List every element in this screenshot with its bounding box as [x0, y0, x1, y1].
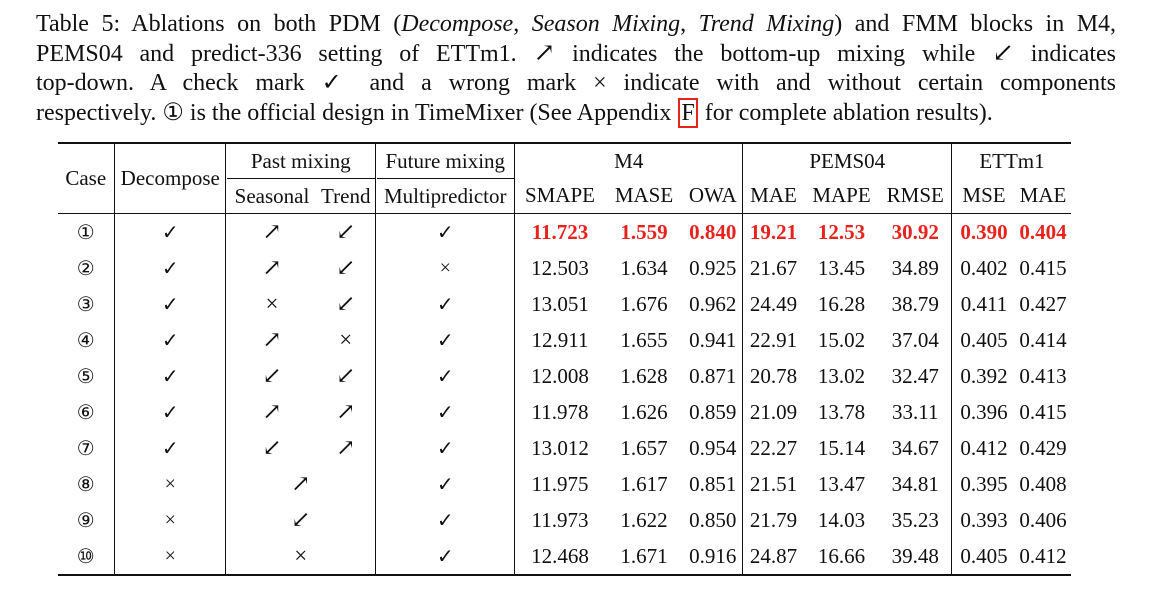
mae2-cell: 0.412	[1019, 543, 1067, 568]
decompose-cell: ✓	[161, 401, 179, 424]
mse-cell: 0.402	[960, 255, 1008, 280]
case-cell: ⑨	[76, 509, 95, 532]
multipredictor-cell: ✓	[436, 545, 454, 568]
mse-cell: 0.405	[960, 327, 1008, 352]
decompose-cell: ×	[164, 508, 176, 531]
case-cell: ①	[76, 221, 95, 244]
decompose-cell: ×	[164, 544, 176, 567]
mase-cell: 1.657	[620, 435, 668, 460]
mse-cell: 0.392	[960, 363, 1008, 388]
mae2-cell: 0.406	[1019, 507, 1067, 532]
trend-cell: ↙	[336, 255, 356, 280]
smape-cell: 12.911	[531, 327, 589, 352]
smape-cell: 11.973	[531, 507, 589, 532]
mape-cell: 16.28	[817, 291, 866, 316]
case-cell: ⑦	[76, 437, 95, 460]
mae-cell: 22.27	[749, 435, 798, 460]
rmse-header: RMSE	[886, 183, 944, 208]
mase-cell: 1.655	[620, 327, 668, 352]
case-header: Case	[65, 166, 107, 190]
top-down-arrow-icon: ↙	[992, 37, 1014, 67]
mse-cell: 0.396	[960, 399, 1008, 424]
mape-cell: 13.78	[817, 399, 866, 424]
table-row	[58, 250, 1071, 286]
mae-cell: 24.49	[749, 291, 798, 316]
owa-cell: 0.851	[689, 471, 737, 496]
multipredictor-cell: ✓	[436, 365, 454, 388]
caption-season-mixing: Season Mixing	[531, 11, 681, 37]
decompose-cell: ✓	[161, 329, 179, 352]
multipredictor-cell: ×	[439, 256, 451, 279]
mae2-cell: 0.404	[1019, 219, 1067, 244]
mse-cell: 0.393	[960, 507, 1008, 532]
pems04-header: PEMS04	[809, 148, 886, 173]
caption-decompose: Decompose	[401, 11, 514, 37]
rmse-cell: 30.92	[891, 219, 939, 244]
case-cell: ④	[76, 329, 95, 352]
mae-cell: 21.79	[749, 507, 798, 532]
caption-text: ) and FMM blocks in M4,	[834, 11, 1117, 37]
owa-cell: 0.941	[689, 327, 737, 352]
mae-cell: 21.09	[749, 399, 798, 424]
table-row	[58, 286, 1071, 322]
decompose-cell: ✓	[161, 257, 179, 280]
rmse-cell: 34.89	[891, 255, 939, 280]
mae2-cell: 0.408	[1019, 471, 1067, 496]
caption-line-1	[36, 10, 1116, 40]
table-caption	[36, 10, 1116, 128]
mape-cell: 15.02	[817, 327, 866, 352]
mse-cell: 0.395	[960, 471, 1008, 496]
rmse-cell: 32.47	[891, 363, 939, 388]
multipredictor-cell: ✓	[436, 401, 454, 424]
caption-line-3: top-down. A check mark ✓ and a wrong mark × indicate with and without certain components	[36, 70, 1116, 96]
mape-cell: 13.02	[817, 363, 866, 388]
mape-cell: 13.45	[817, 255, 866, 280]
table-row	[58, 430, 1071, 466]
mae2-header: MAE	[1019, 183, 1067, 208]
caption-text: PEMS04 and predict-336 setting of ETTm1.	[36, 40, 517, 67]
mape-cell: 13.47	[817, 471, 866, 496]
past-mixing-cell: ↙	[291, 507, 311, 532]
owa-cell: 0.871	[689, 363, 737, 388]
case-cell: ②	[76, 257, 95, 280]
table-row	[58, 394, 1071, 430]
case-cell: ⑤	[76, 365, 95, 388]
mase-cell: 1.617	[620, 471, 668, 496]
seasonal-cell: ↗	[262, 327, 282, 352]
caption-text: indicates the bottom-up mixing while	[572, 40, 976, 67]
smape-cell: 11.975	[531, 471, 589, 496]
mape-cell: 15.14	[817, 435, 866, 460]
mse-cell: 0.412	[960, 435, 1008, 460]
seasonal-cell: ×	[265, 291, 279, 316]
seasonal-cell: ↙	[262, 363, 282, 388]
table-row	[58, 538, 1071, 575]
owa-cell: 0.859	[689, 399, 737, 424]
mase-cell: 1.676	[620, 291, 668, 316]
mse-cell: 0.390	[960, 219, 1008, 244]
caption-text: ,	[680, 11, 699, 37]
caption-line-2	[36, 37, 1117, 70]
trend-cell: ↗	[336, 435, 356, 460]
rmse-cell: 34.67	[891, 435, 939, 460]
trend-cell: ↙	[336, 363, 356, 388]
seasonal-cell: ↗	[262, 219, 282, 244]
mase-cell: 1.671	[620, 543, 668, 568]
seasonal-cell: ↙	[262, 435, 282, 460]
multipredictor-cell: ✓	[436, 329, 454, 352]
owa-cell: 0.925	[689, 255, 737, 280]
mae-cell: 19.21	[749, 219, 798, 244]
mae2-cell: 0.414	[1019, 327, 1067, 352]
header-row-1	[58, 143, 1071, 179]
ablation-table	[58, 142, 1071, 576]
rmse-cell: 35.23	[891, 507, 939, 532]
past-mixing-header: Past mixing	[227, 143, 375, 179]
mae2-cell: 0.429	[1019, 435, 1067, 460]
smape-cell: 12.008	[531, 363, 589, 388]
smape-header: SMAPE	[524, 183, 596, 208]
ettm1-header: ETTm1	[979, 148, 1045, 173]
owa-header: OWA	[688, 183, 737, 208]
mse-header: MSE	[962, 183, 1006, 208]
multipredictor-cell: ✓	[436, 293, 454, 316]
trend-cell: ↙	[336, 291, 356, 316]
case-cell: ③	[76, 293, 95, 316]
smape-cell: 13.012	[531, 435, 589, 460]
smape-cell: 11.978	[531, 399, 589, 424]
owa-cell: 0.954	[689, 435, 737, 460]
past-mixing-cell: ×	[294, 543, 308, 568]
table-row	[58, 466, 1071, 502]
caption-text: indicates	[1030, 40, 1117, 67]
mae2-cell: 0.415	[1019, 255, 1067, 280]
multipredictor-cell: ✓	[436, 509, 454, 532]
trend-cell: ×	[339, 327, 353, 352]
mae-header: MAE	[750, 183, 797, 208]
caption-text: for complete ablation results).	[698, 99, 993, 126]
smape-cell: 11.723	[531, 219, 589, 244]
mae-cell: 22.91	[749, 327, 798, 352]
appendix-link[interactable]: F	[678, 98, 697, 128]
mase-header: MASE	[614, 183, 674, 208]
mae-cell: 21.51	[749, 471, 798, 496]
decompose-cell: ✓	[161, 365, 179, 388]
mape-cell: 16.66	[817, 543, 866, 568]
past-mixing-cell: ↗	[291, 471, 311, 496]
seasonal-header: Seasonal	[234, 183, 310, 208]
decompose-cell: ×	[164, 472, 176, 495]
decompose-cell: ✓	[161, 221, 179, 244]
multipredictor-header: Multipredictor	[384, 183, 507, 208]
table-row	[58, 322, 1071, 358]
mse-cell: 0.411	[960, 291, 1008, 316]
mae2-cell: 0.427	[1019, 291, 1067, 316]
multipredictor-cell: ✓	[436, 473, 454, 496]
smape-cell: 12.503	[531, 255, 589, 280]
rmse-cell: 39.48	[891, 543, 939, 568]
multipredictor-cell: ✓	[436, 221, 454, 244]
decompose-cell: ✓	[161, 437, 179, 460]
mape-cell: 14.03	[817, 507, 866, 532]
smape-cell: 12.468	[531, 543, 589, 568]
multipredictor-cell: ✓	[436, 437, 454, 460]
caption-trend-mixing: Trend Mixing	[698, 11, 835, 37]
caption-text: Table 5: Ablations on both PDM (	[36, 11, 402, 37]
rmse-cell: 33.11	[892, 399, 939, 424]
case-cell: ⑧	[76, 473, 95, 496]
case-cell: ⑩	[76, 545, 95, 568]
owa-cell: 0.850	[689, 507, 737, 532]
owa-cell: 0.840	[689, 219, 737, 244]
mae-cell: 20.78	[749, 363, 798, 388]
rmse-cell: 38.79	[891, 291, 939, 316]
mase-cell: 1.634	[620, 255, 668, 280]
mase-cell: 1.559	[620, 219, 668, 244]
smape-cell: 13.051	[531, 291, 589, 316]
decompose-header: Decompose	[120, 166, 220, 190]
rmse-cell: 37.04	[891, 327, 939, 352]
caption-line-4	[36, 99, 1116, 129]
mape-header: MAPE	[812, 183, 871, 208]
mase-cell: 1.622	[620, 507, 668, 532]
caption-text: ,	[513, 11, 532, 37]
decompose-cell: ✓	[161, 293, 179, 316]
owa-cell: 0.916	[689, 543, 737, 568]
rmse-cell: 34.81	[891, 471, 939, 496]
table-row	[58, 214, 1071, 251]
mae-cell: 21.67	[749, 255, 798, 280]
seasonal-cell: ↗	[262, 399, 282, 424]
mape-cell: 12.53	[817, 219, 866, 244]
trend-cell: ↗	[336, 399, 356, 424]
table-row	[58, 502, 1071, 538]
table-row	[58, 358, 1071, 394]
trend-header: Trend	[321, 183, 371, 208]
mase-cell: 1.626	[620, 399, 668, 424]
future-mixing-header: Future mixing	[377, 143, 515, 179]
mae2-cell: 0.415	[1019, 399, 1067, 424]
caption-text: respectively. ① is the official design in TimeMixer (See Appendix	[36, 99, 678, 126]
owa-cell: 0.962	[689, 291, 737, 316]
case-cell: ⑥	[76, 401, 95, 424]
mse-cell: 0.405	[960, 543, 1008, 568]
bottom-up-arrow-icon: ↗	[533, 37, 556, 67]
mase-cell: 1.628	[620, 363, 668, 388]
m4-header: M4	[614, 148, 644, 173]
seasonal-cell: ↗	[262, 255, 282, 280]
trend-cell: ↙	[336, 219, 356, 244]
mae2-cell: 0.413	[1019, 363, 1067, 388]
mae-cell: 24.87	[749, 543, 798, 568]
